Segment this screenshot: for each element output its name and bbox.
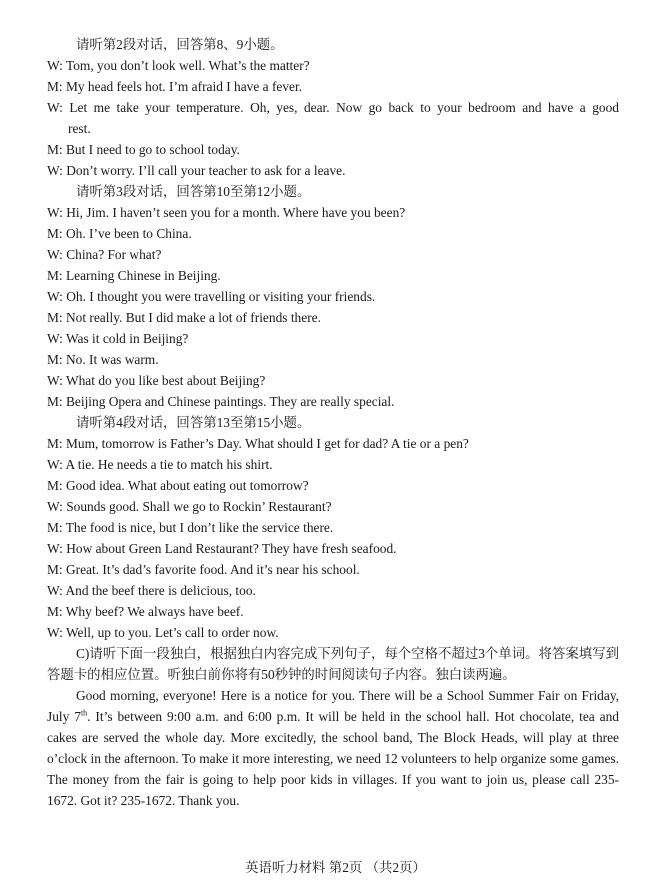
- dialogue-line: W: And the beef there is delicious, too.: [47, 583, 256, 598]
- dialogue-line: W: Was it cold in Beijing?: [47, 331, 189, 346]
- ordinal-superscript: th: [80, 708, 88, 718]
- dialogue-line: M: The food is nice, but I don’t like the service there.: [47, 520, 334, 535]
- section-2-heading: 请听第2段对话，回答第8、9小题。: [76, 37, 284, 52]
- part-c-instructions: [47, 643, 619, 685]
- dialogue-line: M: Mum, tomorrow is Father’s Day. What should I get for dad? A tie or a pen?: [47, 436, 469, 451]
- dialogue-line: M: Why beef? We always have beef.: [47, 604, 244, 619]
- section-4-heading: 请听第4段对话，回答第13至第15小题。: [76, 415, 311, 430]
- page-footer: 英语听力材料 第2页 （共2页）: [245, 860, 426, 875]
- dialogue-line: W: Well, up to you. Let’s call to order now.: [47, 625, 279, 640]
- dialogue-line: M: Beijing Opera and Chinese paintings. They are really special.: [47, 394, 395, 409]
- monologue-text-end: . It’s between 9:00 a.m. and 6:00 p.m. It will be held in the school hall. Hot chocolate, tea and cakes are served the whole day. More excitedly, the school band, The Block Heads, will play at three o’clock in the afternoon. To make it more interesting, we need 12 volunteers to help organize some games. The money from the fair is going to help poor kids in villages. If you want to join us, please call 235-1672. Got it? 235-1672. Thank you.: [47, 709, 619, 808]
- dialogue-line: M: Great. It’s dad’s favorite food. And it’s near his school.: [47, 562, 360, 577]
- dialogue-line: M: No. It was warm.: [47, 352, 159, 367]
- monologue-paragraph: [47, 685, 619, 811]
- dialogue-line: W: Don’t worry. I’ll call your teacher to ask for a leave.: [47, 163, 346, 178]
- dialogue-line: M: Not really. But I did make a lot of friends there.: [47, 310, 321, 325]
- dialogue-line: W: Tom, you don’t look well. What’s the matter?: [47, 58, 310, 73]
- monologue-text-start: Good morning, everyone! Here is a notice for you. There will be a School Summer Fair on Friday, July 7: [47, 688, 619, 724]
- dialogue-line: M: Good idea. What about eating out tomorrow?: [47, 478, 309, 493]
- dialogue-line: M: Learning Chinese in Beijing.: [47, 268, 221, 283]
- part-c-text: C)请听下面一段独白，根据独白内容完成下列句子，每个空格不超过3个单词。将答案填写到答题卡的相应位置。听独白前你将有50秒钟的时间阅读句子内容。独白读两遍。: [47, 646, 619, 682]
- dialogue-line: W: Sounds good. Shall we go to Rockin’ Restaurant?: [47, 499, 332, 514]
- dialogue-line: W: Let me take your temperature. Oh, yes, dear. Now go back to your bedroom and have a good: [47, 100, 619, 115]
- dialogue-line: M: Oh. I’ve been to China.: [47, 226, 192, 241]
- section-3-heading: 请听第3段对话，回答第10至第12小题。: [76, 184, 311, 199]
- dialogue-line-continuation: rest.: [68, 121, 91, 136]
- dialogue-line: W: How about Green Land Restaurant? They have fresh seafood.: [47, 541, 397, 556]
- dialogue-line: W: What do you like best about Beijing?: [47, 373, 266, 388]
- dialogue-line: M: My head feels hot. I’m afraid I have a fever.: [47, 79, 303, 94]
- dialogue-line: M: But I need to go to school today.: [47, 142, 240, 157]
- dialogue-line: W: China? For what?: [47, 247, 162, 262]
- dialogue-line: W: Oh. I thought you were travelling or visiting your friends.: [47, 289, 376, 304]
- dialogue-line: W: Hi, Jim. I haven’t seen you for a month. Where have you been?: [47, 205, 406, 220]
- dialogue-line: W: A tie. He needs a tie to match his shirt.: [47, 457, 273, 472]
